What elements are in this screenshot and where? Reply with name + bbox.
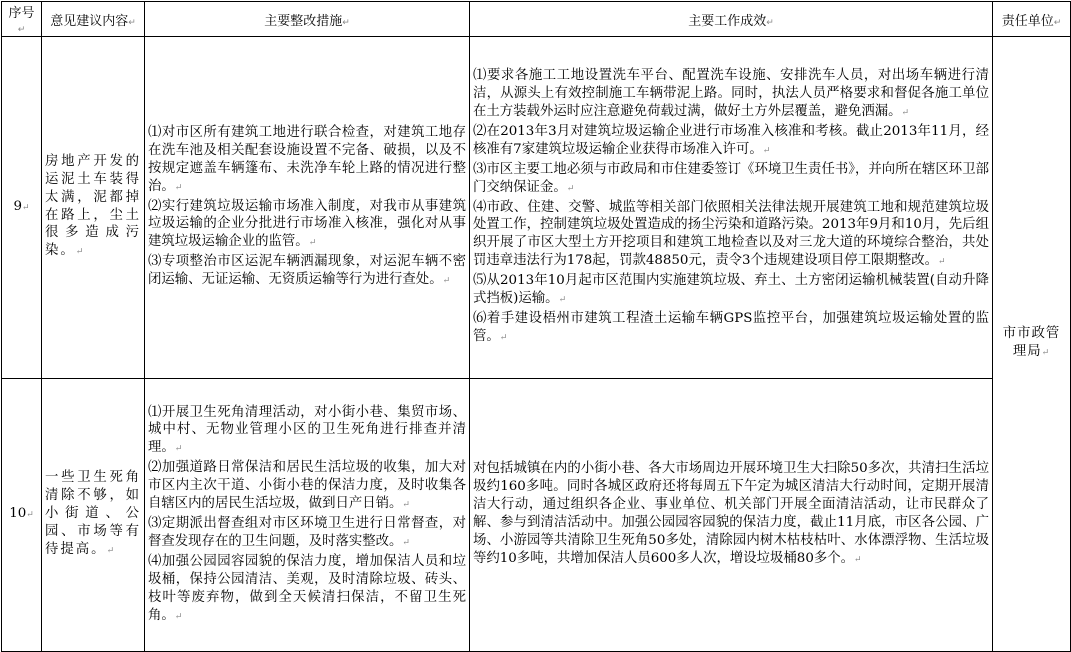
header-opinion: 意见建议内容 ↵	[42, 2, 145, 37]
table-row	[2, 379, 1071, 652]
results-cell	[470, 379, 993, 652]
responsible-unit-cell: 市市政管理局 ↵	[993, 37, 1071, 652]
measures-cell	[145, 37, 470, 379]
measure-item: ⑴开展卫生死角清理活动，对小街小巷、集贸市场、城中村、无物业管理小区的卫生死角进行排查并清理。 ↵	[148, 404, 466, 460]
rectification-table	[1, 1, 1071, 652]
result-item: ⑸从2013年10月起市区范围内实施建筑垃圾、弃土、土方密闭运输机械装置(自动升降式挡板)运输。 ↵	[473, 272, 989, 310]
measure-item: ⑵实行建筑垃圾运输市场准入制度，对我市从事建筑垃圾运输的企业分批进行市场准入核准，强化对从事建筑垃圾运输企业的监管。 ↵	[148, 198, 466, 254]
opinion-cell: 一些卫生死角清除不够，如小街道、公园、市场等有待提高。 ↵	[42, 379, 145, 652]
row-number: 9 ↵	[2, 37, 42, 379]
header-measures: 主要整改措施 ↵	[145, 2, 470, 37]
result-item: ⑴要求各施工工地设置洗车平台、配置洗车设施、安排洗车人员，对出场车辆进行清洁，从源头上有效控制施工车辆带泥上路。同时，执法人员严格要求和督促各施工单位在土方装载外运时应注意避免荷载过满，做好土方外层覆盖，避免洒漏。 ↵	[473, 67, 989, 123]
measure-item: ⑶定期派出督查组对市区环境卫生进行日常督查，对督查发现存在的卫生问题，及时落实整改。 ↵	[148, 515, 466, 553]
measure-item: ⑶专项整治市区运泥车辆洒漏现象，对运泥车辆不密闭运输、无证运输、无资质运输等行为进行查处。 ↵	[148, 253, 466, 291]
result-item: ⑵在2013年3月对建筑垃圾运输企业进行市场准入核准和考核。截止2013年11月，经核准有7家建筑垃圾运输企业获得市场准入许可。 ↵	[473, 123, 989, 161]
header-row	[2, 2, 1071, 37]
result-item: ⑹着手建设梧州市建筑工程渣土运输车辆GPS监控平台，加强建筑垃圾运输处置的监管。 ↵	[473, 310, 989, 348]
result-item: ⑶市区主要工地必须与市政局和市住建委签订《环境卫生责任书》，并向所在辖区环卫部门交纳保证金。 ↵	[473, 161, 989, 199]
measure-item: ⑵加强道路日常保洁和居民生活垃圾的收集，加大对市区内主次干道、小街小巷的保洁力度，及时收集各自辖区内的居民生活垃圾，做到日产日销。 ↵	[148, 459, 466, 515]
header-results: 主要工作成效 ↵	[470, 2, 993, 37]
header-no: 序号 ↵	[2, 2, 42, 37]
results-cell	[470, 37, 993, 379]
result-item: 对包括城镇在内的小街小巷、各大市场周边开展环境卫生大扫除50多次，共清扫生活垃圾约160多吨。同时各城区政府还将每周五下午定为城区清洁大行动时间，定期开展清洁大行动，通过组织各企业、事业单位、机关部门开展全面清洁活动，让市民群众了解、参与到清洁活动中。加强公园园容园貌的保洁力度，截止11月底，市区各公园、广场、小游园等共清除卫生死角50多处，清除园内树木枯枝枯叶、水体漂浮物、生活垃圾等约10多吨，共增加保洁人员600多人次，增设垃圾桶80多个。 ↵	[473, 460, 989, 569]
measure-item: ⑴对市区所有建筑工地进行联合检查，对建筑工地存在洗车池及相关配套设施设置不完备、破损，以及不按规定遮盖车辆篷布、未洗净车轮上路的情况进行整治。 ↵	[148, 124, 466, 198]
result-item: ⑷市政、住建、交警、城监等相关部门依照相关法律法规开展建筑工地和规范建筑垃圾处置工作，控制建筑垃圾处置造成的扬尘污染和道路污染。2013年9月和10月，先后组织开展了市区大型土方开挖项目和建筑工地检查以及对三龙大道的环境综合整治，共处罚违章违法行为178起，罚款48850元，责令3个违规建设项目停工限期整改。 ↵	[473, 199, 989, 273]
table-row	[2, 37, 1071, 379]
measures-cell	[145, 379, 470, 652]
measure-item: ⑷加强公园园容园貌的保洁力度，增加保洁人员和垃圾桶，保持公园清洁、美观，及时清除垃圾、砖头、枝叶等废弃物，做到全天候清扫保洁，不留卫生死角。 ↵	[148, 553, 466, 627]
header-unit: 责任单位 ↵	[993, 2, 1071, 37]
row-number: 10 ↵	[2, 379, 42, 652]
opinion-cell: 房地产开发的运泥土车装得太满，泥都掉在路上，尘土很多造成污染。 ↵	[42, 37, 145, 379]
